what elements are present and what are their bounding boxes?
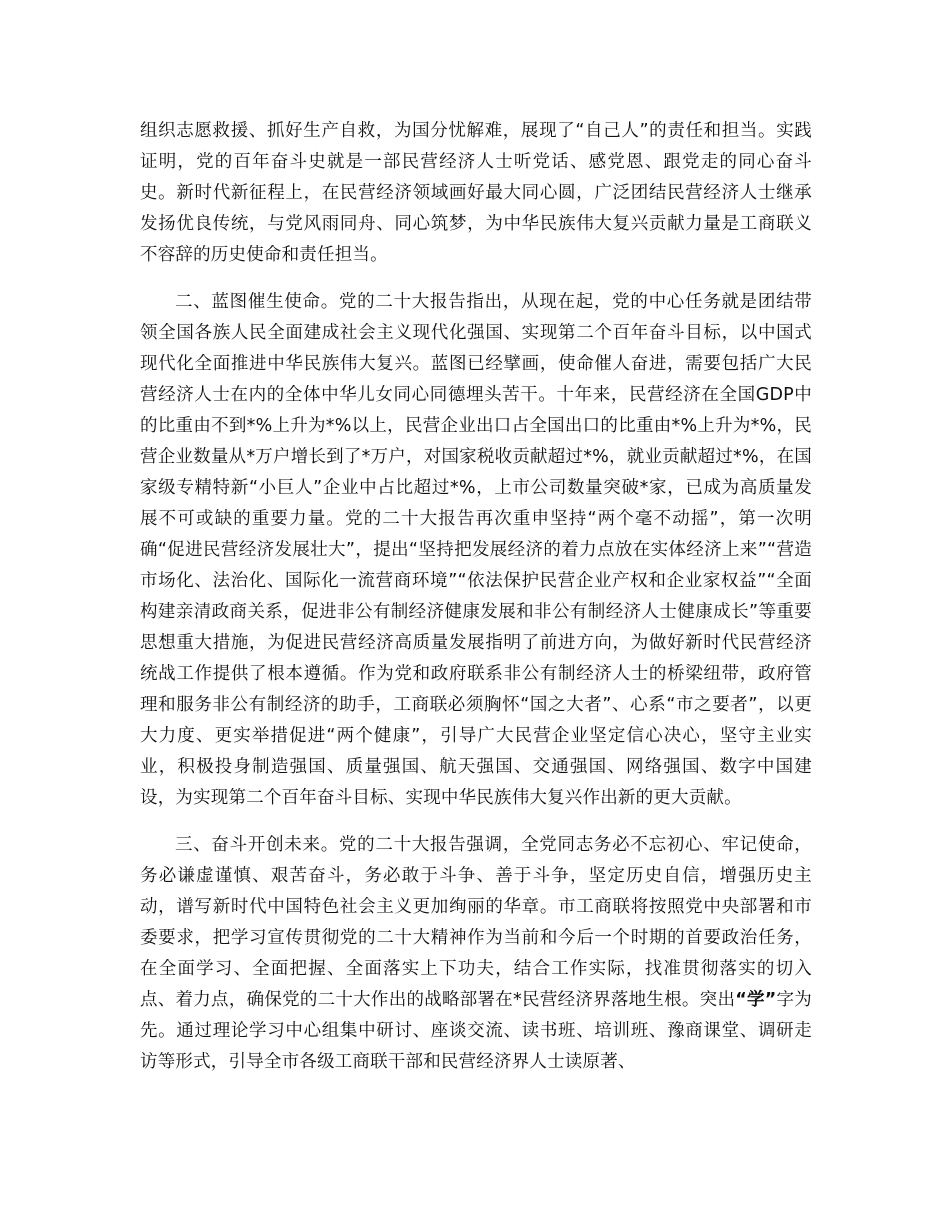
document-body <box>140 116 812 1094</box>
paragraph-3-text-end: 字为先。通过理论学习中心组集中研讨、座谈交流、读书班、培训班、豫商课堂、调研走访等形式，引导全市各级工商联干部和民营经济界人士读原著、 <box>140 990 812 1072</box>
paragraph-1: 组织志愿救援、抓好生产自救，为国分忧解难，展现了“自己人”的责任和担当。实践证明，党的百年奋斗史就是一部民营经济人士听党话、感党恩、跟党走的同心奋斗史。新时代新征程上，在民营经济领域画好最大同心圆，广泛团结民营经济人士继承发扬优良传统，与党风雨同舟、同心筑梦，为中华民族伟大复兴贡献力量是工商联义不容辞的历史使命和责任担当。 <box>140 121 812 265</box>
paragraph-3-struggle-future <box>140 830 812 1078</box>
paragraph-2-blueprint-mission: 二、蓝图催生使命。党的二十大报告指出，从现在起，党的中心任务就是团结带领全国各族人民全面建成社会主义现代化强国、实现第二个百年奋斗目标，以中国式现代化全面推进中华民族伟大复兴。蓝图已经擘画，使命催人奋进，需要包括广大民营经济人士在内的全体中华儿女同心同德埋头苦干。十年来，民营经济在全国GDP中的比重由不到*%上升为*%以上，民营企业出口占全国出口的比重由*%上升为*%，民营企业数量从*万户增长到了*万户，对国家税收贡献超过*%，就业贡献超过*%，在国家级专精特新“小巨人”企业中占比超过*%，上市公司数量突破*家，已成为高质量发展不可或缺的重要力量。党的二十大报告再次重申坚持“两个毫不动摇”，第一次明确“促进民营经济发展壮大”，提出“坚持把发展经济的着力点放在实体经济上来”“营造市场化、法治化、国际化一流营商环境”“依法保护民营企业产权和企业家权益”“全面构建亲清政商关系，促进非公有制经济健康发展和非公有制经济人士健康成长”等重要思想重大措施，为促进民营经济高质量发展指明了前进方向，为做好新时代民营经济统战工作提供了根本遵循。作为党和政府联系非公有制经济人士的桥梁纽带，政府管理和服务非公有制经济的助手，工商联必须胸怀“国之大者”、心系“市之要者”，以更大力度、更实举措促进“两个健康”，引导广大民营企业坚定信心决心，坚守主业实业，积极投身制造强国、质量强国、航天强国、交通强国、网络强国、数字中国建设，为实现第二个百年奋斗目标、实现中华民族伟大复兴作出新的更大贡献。 <box>140 292 812 808</box>
emphasis-xue: “学” <box>735 990 777 1010</box>
paragraph-3-text-start: 三、奋斗开创未来。党的二十大报告强调，全党同志务必不忘初心、牢记使命，务必谦虚谨慎、艰苦奋斗，务必敢于斗争、善于斗争，坚定历史自信，增强历史主动，谱写新时代中国特色社会主义更加绚丽的华章。市工商联将按照党中央部署和市委要求，把学习宣传贯彻党的二十大精神作为当前和今后一个时期的首要政治任务，在全面学习、全面把握、全面落实上下功夫，结合工作实际，找准贯彻落实的切入点、着力点，确保党的二十大作出的战略部署在*民营经济界落地生根。突出 <box>140 835 812 1010</box>
